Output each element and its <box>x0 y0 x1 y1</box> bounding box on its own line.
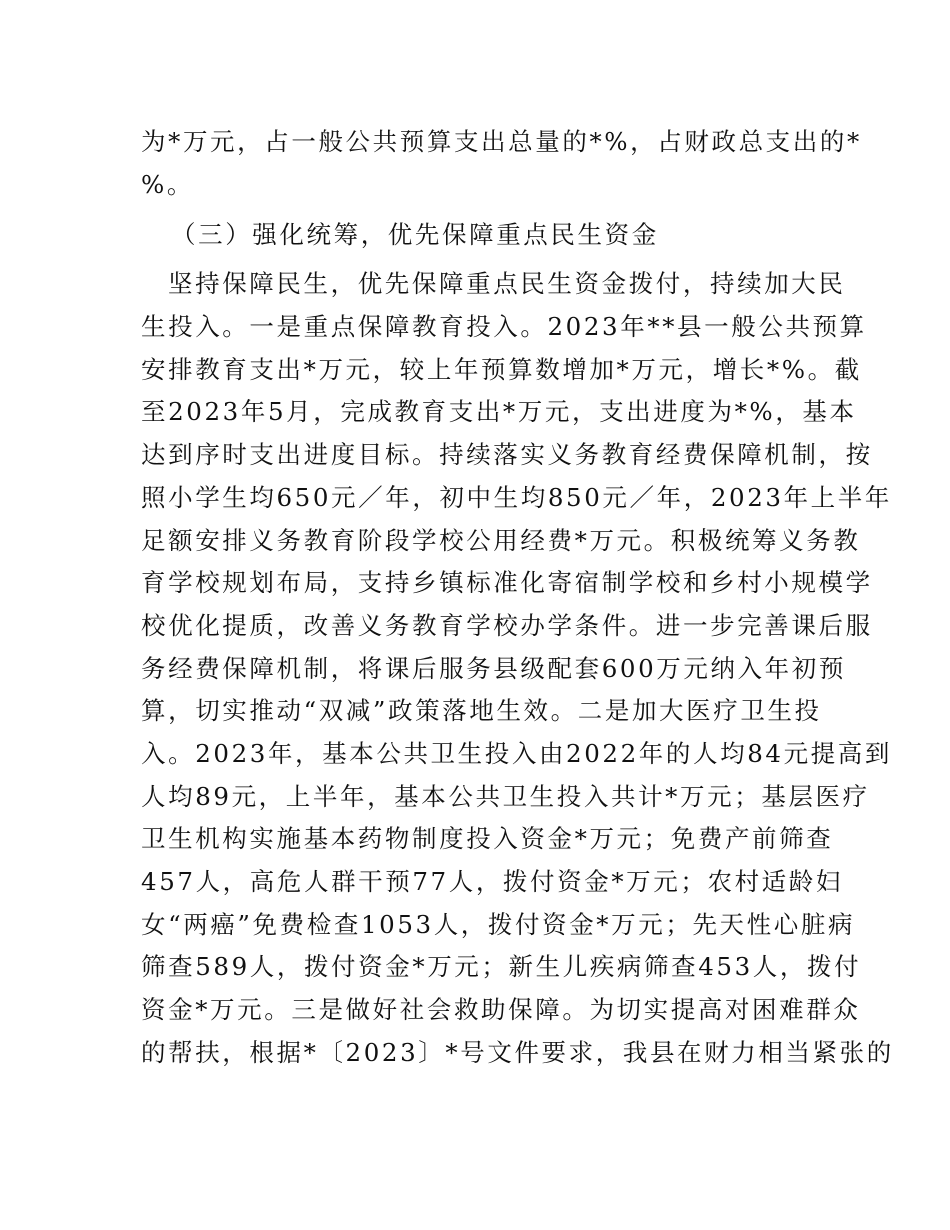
text-line: 校优化提质，改善义务教育学校办学条件。进一步完善课后服 <box>141 610 873 640</box>
text-line: %。 <box>141 169 194 199</box>
text-line: 卫生机构实施基本药物制度投入资金*万元；免费产前筛查 <box>141 824 834 854</box>
text-line: 女“两癌”免费检查1053人，拨付资金*万元；先天性心脏病 <box>141 909 856 939</box>
text-line: 的帮扶，根据*〔2023〕*号文件要求，我县在财力相当紧张的 <box>141 1037 894 1067</box>
text-line: 务经费保障机制，将课后服务县级配套600万元纳入年初预 <box>141 653 846 683</box>
text-line: 为*万元，占一般公共预算支出总量的*%，占财政总支出的* <box>141 127 862 156</box>
document-body <box>141 121 894 1074</box>
text-line: 生投入。一是重点保障教育投入。2023年**县一般公共预算 <box>141 312 867 342</box>
text-line: 照小学生均650元／年，初中生均850元／年，2023年上半年 <box>141 482 892 512</box>
text-line: 资金*万元。三是做好社会救助保障。为切实提高对困难群众 <box>141 995 861 1025</box>
paragraph-first-line: 坚持保障民生，优先保障重点民生资金拨付，持续加大民 <box>168 269 846 299</box>
text-line: 457人，高危人群干预77人，拨付资金*万元；农村适龄妇 <box>141 867 843 896</box>
text-line: 人均89元，上半年，基本公共卫生投入共计*万元；基层医疗 <box>141 781 870 811</box>
text-line: 算，切实推动“双减”政策落地生效。二是加大医疗卫生投 <box>141 696 822 726</box>
section-heading: （三）强化统筹，优先保障重点民生资金 <box>171 220 659 250</box>
text-line: 达到序时支出进度目标。持续落实义务教育经费保障机制，按 <box>141 440 873 470</box>
text-line: 至2023年5月，完成教育支出*万元，支出进度为*%，基本 <box>141 397 857 427</box>
text-line: 安排教育支出*万元，较上年预算数增加*万元，增长*%。截 <box>141 354 862 384</box>
text-line: 入。2023年，基本公共卫生投入由2022年的人均84元提高到 <box>141 738 892 768</box>
text-line: 筛查589人，拨付资金*万元；新生儿疾病筛查453人，拨付 <box>141 952 862 982</box>
text-line: 育学校规划布局，支持乡镇标准化寄宿制学校和乡村小规模学 <box>141 568 873 598</box>
text-line: 足额安排义务教育阶段学校公用经费*万元。积极统筹义务教 <box>141 525 861 555</box>
